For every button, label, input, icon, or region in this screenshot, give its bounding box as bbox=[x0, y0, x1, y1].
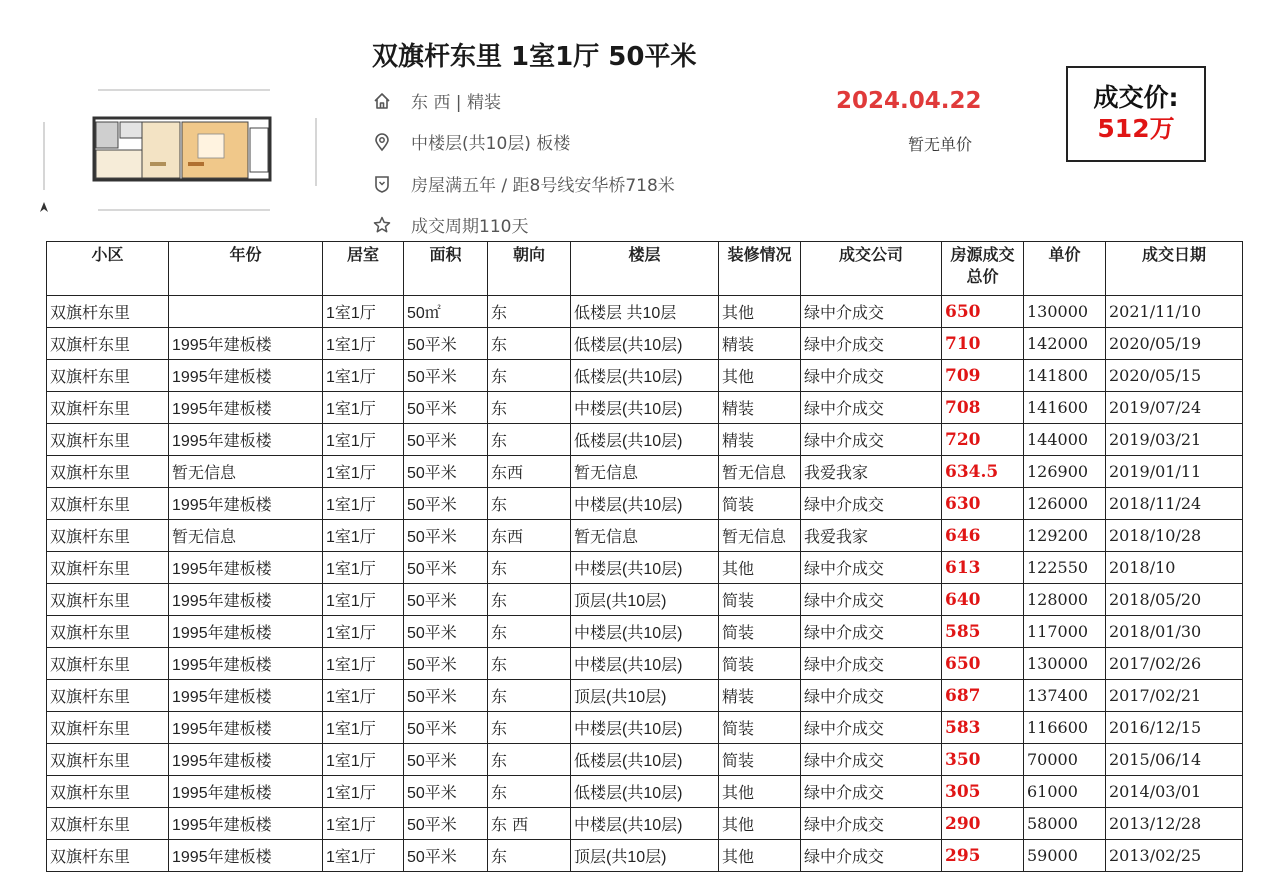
table-cell: 1995年建板楼 bbox=[169, 424, 323, 456]
table-cell: 低楼层 共10层 bbox=[571, 296, 719, 328]
table-cell: 2015/06/14 bbox=[1106, 744, 1243, 776]
table-cell: 暂无信息 bbox=[719, 456, 801, 488]
table-cell: 126000 bbox=[1024, 488, 1106, 520]
table-cell: 50平米 bbox=[404, 840, 488, 872]
table-cell: 130000 bbox=[1024, 648, 1106, 680]
table-cell: 精装 bbox=[719, 328, 801, 360]
table-row bbox=[47, 680, 1243, 712]
table-cell: 1995年建板楼 bbox=[169, 360, 323, 392]
table-cell: 50平米 bbox=[404, 360, 488, 392]
table-cell: 2016/12/15 bbox=[1106, 712, 1243, 744]
table-cell: 50平米 bbox=[404, 680, 488, 712]
table-cell: 顶层(共10层) bbox=[571, 584, 719, 616]
table-cell: 640 bbox=[942, 584, 1024, 616]
home-icon bbox=[372, 91, 392, 111]
location-pin-icon bbox=[372, 132, 392, 152]
table-cell: 双旗杆东里 bbox=[47, 808, 169, 840]
floor-building-text: 中楼层(共10层) 板楼 bbox=[411, 134, 571, 154]
table-cell: 1室1厅 bbox=[323, 648, 404, 680]
shield-tag-icon bbox=[372, 174, 392, 194]
table-cell: 1995年建板楼 bbox=[169, 584, 323, 616]
table-cell: 我爱我家 bbox=[801, 456, 942, 488]
table-cell: 东 bbox=[488, 328, 571, 360]
table-cell: 简装 bbox=[719, 744, 801, 776]
orientation-decor-text: 东 西 | 精装 bbox=[411, 93, 501, 113]
header-cell: 居室 bbox=[323, 242, 404, 296]
table-cell: 585 bbox=[942, 616, 1024, 648]
table-cell: 绿中介成交 bbox=[801, 296, 942, 328]
table-cell: 50平米 bbox=[404, 424, 488, 456]
table-cell: 暂无信息 bbox=[169, 456, 323, 488]
table-row bbox=[47, 424, 1243, 456]
table-cell: 70000 bbox=[1024, 744, 1106, 776]
table-cell: 1室1厅 bbox=[323, 776, 404, 808]
table-row bbox=[47, 520, 1243, 552]
table-cell: 2021/11/10 bbox=[1106, 296, 1243, 328]
transaction-table bbox=[46, 241, 1243, 872]
table-cell: 暂无信息 bbox=[169, 520, 323, 552]
table-cell: 双旗杆东里 bbox=[47, 360, 169, 392]
table-cell: 2019/07/24 bbox=[1106, 392, 1243, 424]
table-cell: 2018/10 bbox=[1106, 552, 1243, 584]
table-cell: 583 bbox=[942, 712, 1024, 744]
table-cell: 其他 bbox=[719, 808, 801, 840]
header-cell: 年份 bbox=[169, 242, 323, 296]
table-cell: 1995年建板楼 bbox=[169, 648, 323, 680]
table-cell: 50平米 bbox=[404, 456, 488, 488]
table-cell: 绿中介成交 bbox=[801, 808, 942, 840]
table-cell: 709 bbox=[942, 360, 1024, 392]
table-cell: 50平米 bbox=[404, 712, 488, 744]
info-floor-row bbox=[372, 129, 570, 154]
table-cell: 50平米 bbox=[404, 488, 488, 520]
table-cell: 1995年建板楼 bbox=[169, 744, 323, 776]
header-cell: 装修情况 bbox=[719, 242, 801, 296]
table-cell: 绿中介成交 bbox=[801, 648, 942, 680]
table-cell: 顶层(共10层) bbox=[571, 680, 719, 712]
table-cell: 50平米 bbox=[404, 328, 488, 360]
table-cell: 2019/01/11 bbox=[1106, 456, 1243, 488]
table-cell: 128000 bbox=[1024, 584, 1106, 616]
table-cell: 其他 bbox=[719, 296, 801, 328]
table-cell: 650 bbox=[942, 648, 1024, 680]
table-cell: 暂无信息 bbox=[571, 456, 719, 488]
table-cell: 绿中介成交 bbox=[801, 392, 942, 424]
table-cell: 东 bbox=[488, 680, 571, 712]
header-cell: 单价 bbox=[1024, 242, 1106, 296]
table-cell: 其他 bbox=[719, 552, 801, 584]
table-cell: 1室1厅 bbox=[323, 808, 404, 840]
table-cell: 绿中介成交 bbox=[801, 360, 942, 392]
table-cell: 东 bbox=[488, 424, 571, 456]
table-cell: 1995年建板楼 bbox=[169, 776, 323, 808]
table-cell: 双旗杆东里 bbox=[47, 520, 169, 552]
table-cell: 中楼层(共10层) bbox=[571, 488, 719, 520]
table-row bbox=[47, 616, 1243, 648]
table-cell: 1室1厅 bbox=[323, 840, 404, 872]
table-row bbox=[47, 552, 1243, 584]
table-cell: 59000 bbox=[1024, 840, 1106, 872]
table-cell: 116600 bbox=[1024, 712, 1106, 744]
table-cell: 1室1厅 bbox=[323, 584, 404, 616]
table-cell: 126900 bbox=[1024, 456, 1106, 488]
table-cell: 精装 bbox=[719, 392, 801, 424]
table-cell: 2020/05/19 bbox=[1106, 328, 1243, 360]
table-cell: 精装 bbox=[719, 424, 801, 456]
table-cell: 低楼层(共10层) bbox=[571, 328, 719, 360]
table-cell: 东 西 bbox=[488, 808, 571, 840]
table-cell: 绿中介成交 bbox=[801, 488, 942, 520]
table-cell: 其他 bbox=[719, 840, 801, 872]
table-row bbox=[47, 712, 1243, 744]
table-cell: 双旗杆东里 bbox=[47, 296, 169, 328]
table-cell: 1995年建板楼 bbox=[169, 328, 323, 360]
table-cell: 双旗杆东里 bbox=[47, 840, 169, 872]
table-row bbox=[47, 456, 1243, 488]
table-cell: 中楼层(共10层) bbox=[571, 616, 719, 648]
table-cell: 双旗杆东里 bbox=[47, 584, 169, 616]
floorplan-image bbox=[38, 78, 328, 218]
table-cell: 137400 bbox=[1024, 680, 1106, 712]
table-cell: 129200 bbox=[1024, 520, 1106, 552]
table-cell: 东 bbox=[488, 360, 571, 392]
table-cell: 630 bbox=[942, 488, 1024, 520]
table-cell: 58000 bbox=[1024, 808, 1106, 840]
table-cell: 绿中介成交 bbox=[801, 328, 942, 360]
table-cell: 50平米 bbox=[404, 648, 488, 680]
table-cell: 613 bbox=[942, 552, 1024, 584]
table-cell: 东 bbox=[488, 488, 571, 520]
table-cell: 绿中介成交 bbox=[801, 744, 942, 776]
unit-price-note: 暂无单价 bbox=[908, 135, 973, 154]
table-cell: 简装 bbox=[719, 648, 801, 680]
table-cell: 简装 bbox=[719, 616, 801, 648]
table-cell: 东 bbox=[488, 744, 571, 776]
table-cell: 双旗杆东里 bbox=[47, 392, 169, 424]
deal-date: 2024.04.22 bbox=[836, 88, 982, 114]
table-row bbox=[47, 360, 1243, 392]
tags-text: 房屋满五年 / 距8号线安华桥718米 bbox=[411, 176, 675, 196]
table-cell: 1995年建板楼 bbox=[169, 552, 323, 584]
table-row bbox=[47, 776, 1243, 808]
table-cell: 东 bbox=[488, 712, 571, 744]
table-cell: 122550 bbox=[1024, 552, 1106, 584]
table-cell: 2018/01/30 bbox=[1106, 616, 1243, 648]
table-cell: 东 bbox=[488, 648, 571, 680]
table-cell: 双旗杆东里 bbox=[47, 648, 169, 680]
table-cell: 1995年建板楼 bbox=[169, 712, 323, 744]
table-cell: 绿中介成交 bbox=[801, 712, 942, 744]
table-cell: 双旗杆东里 bbox=[47, 616, 169, 648]
table-cell: 710 bbox=[942, 328, 1024, 360]
table-cell: 双旗杆东里 bbox=[47, 712, 169, 744]
table-cell: 东 bbox=[488, 840, 571, 872]
header-cell: 房源成交总价 bbox=[942, 242, 1024, 296]
table-cell: 低楼层(共10层) bbox=[571, 744, 719, 776]
table-cell: 1室1厅 bbox=[323, 296, 404, 328]
table-cell: 646 bbox=[942, 520, 1024, 552]
table-row bbox=[47, 296, 1243, 328]
table-cell: 50平米 bbox=[404, 584, 488, 616]
table-cell: 1995年建板楼 bbox=[169, 808, 323, 840]
table-cell: 2020/05/15 bbox=[1106, 360, 1243, 392]
table-cell: 2018/11/24 bbox=[1106, 488, 1243, 520]
table-cell: 低楼层(共10层) bbox=[571, 776, 719, 808]
table-cell: 双旗杆东里 bbox=[47, 744, 169, 776]
table-cell: 东 bbox=[488, 584, 571, 616]
table-cell: 142000 bbox=[1024, 328, 1106, 360]
table-cell: 双旗杆东里 bbox=[47, 424, 169, 456]
table-cell: 双旗杆东里 bbox=[47, 680, 169, 712]
table-cell: 绿中介成交 bbox=[801, 680, 942, 712]
table-cell: 绿中介成交 bbox=[801, 584, 942, 616]
table-cell: 50平米 bbox=[404, 808, 488, 840]
table-cell: 东 bbox=[488, 296, 571, 328]
header-cell: 小区 bbox=[47, 242, 169, 296]
table-cell: 708 bbox=[942, 392, 1024, 424]
table-cell: 暂无信息 bbox=[719, 520, 801, 552]
table-cell: 绿中介成交 bbox=[801, 776, 942, 808]
table-cell: 绿中介成交 bbox=[801, 552, 942, 584]
deal-price-value: 512万 bbox=[1097, 114, 1175, 143]
table-cell: 650 bbox=[942, 296, 1024, 328]
table-cell: 1室1厅 bbox=[323, 744, 404, 776]
table-cell: 2019/03/21 bbox=[1106, 424, 1243, 456]
table-cell: 绿中介成交 bbox=[801, 840, 942, 872]
table-row bbox=[47, 584, 1243, 616]
table-cell: 双旗杆东里 bbox=[47, 552, 169, 584]
table-cell: 1995年建板楼 bbox=[169, 616, 323, 648]
table-cell: 简装 bbox=[719, 712, 801, 744]
table-cell: 中楼层(共10层) bbox=[571, 808, 719, 840]
table-cell: 简装 bbox=[719, 584, 801, 616]
table-cell: 1室1厅 bbox=[323, 520, 404, 552]
table-header-row bbox=[47, 242, 1243, 296]
table-cell: 双旗杆东里 bbox=[47, 328, 169, 360]
table-cell: 117000 bbox=[1024, 616, 1106, 648]
table-cell: 61000 bbox=[1024, 776, 1106, 808]
listing-title: 双旗杆东里 1室1厅 50平米 bbox=[372, 42, 697, 72]
table-cell: 东 bbox=[488, 392, 571, 424]
table-cell: 350 bbox=[942, 744, 1024, 776]
table-cell: 305 bbox=[942, 776, 1024, 808]
table-cell: 其他 bbox=[719, 776, 801, 808]
table-cell: 中楼层(共10层) bbox=[571, 712, 719, 744]
table-cell: 我爱我家 bbox=[801, 520, 942, 552]
table-cell: 绿中介成交 bbox=[801, 616, 942, 648]
table-cell: 2013/02/25 bbox=[1106, 840, 1243, 872]
table-cell: 低楼层(共10层) bbox=[571, 360, 719, 392]
table-cell: 2017/02/21 bbox=[1106, 680, 1243, 712]
header-cell: 成交日期 bbox=[1106, 242, 1243, 296]
star-icon bbox=[372, 215, 392, 235]
table-cell: 低楼层(共10层) bbox=[571, 424, 719, 456]
table-cell: 东西 bbox=[488, 456, 571, 488]
table-cell: 295 bbox=[942, 840, 1024, 872]
table-cell: 1室1厅 bbox=[323, 488, 404, 520]
table-cell: 顶层(共10层) bbox=[571, 840, 719, 872]
table-cell: 1室1厅 bbox=[323, 456, 404, 488]
table-cell: 141600 bbox=[1024, 392, 1106, 424]
table-cell: 东 bbox=[488, 776, 571, 808]
table-cell: 1室1厅 bbox=[323, 328, 404, 360]
header-cell: 楼层 bbox=[571, 242, 719, 296]
table-cell: 720 bbox=[942, 424, 1024, 456]
table-cell: 1室1厅 bbox=[323, 552, 404, 584]
table-cell: 1室1厅 bbox=[323, 712, 404, 744]
header-cell: 成交公司 bbox=[801, 242, 942, 296]
table-cell: 290 bbox=[942, 808, 1024, 840]
table-cell: 141800 bbox=[1024, 360, 1106, 392]
table-cell: 1室1厅 bbox=[323, 616, 404, 648]
table-row bbox=[47, 744, 1243, 776]
cycle-text: 成交周期110天 bbox=[411, 217, 529, 237]
table-cell: 1室1厅 bbox=[323, 424, 404, 456]
table-row bbox=[47, 488, 1243, 520]
table-cell: 东 bbox=[488, 616, 571, 648]
table-cell: 中楼层(共10层) bbox=[571, 648, 719, 680]
table-cell: 634.5 bbox=[942, 456, 1024, 488]
table-cell: 1995年建板楼 bbox=[169, 840, 323, 872]
table-cell: 50㎡ bbox=[404, 296, 488, 328]
table-cell: 50平米 bbox=[404, 520, 488, 552]
table-body bbox=[47, 296, 1243, 872]
table-cell: 双旗杆东里 bbox=[47, 456, 169, 488]
table-cell: 东 bbox=[488, 552, 571, 584]
table-cell: 2018/10/28 bbox=[1106, 520, 1243, 552]
table-cell bbox=[169, 296, 323, 328]
table-cell: 2013/12/28 bbox=[1106, 808, 1243, 840]
table-cell: 其他 bbox=[719, 360, 801, 392]
table-cell: 1995年建板楼 bbox=[169, 680, 323, 712]
info-cycle-row bbox=[372, 212, 528, 237]
table-cell: 双旗杆东里 bbox=[47, 488, 169, 520]
table-row bbox=[47, 648, 1243, 680]
info-tags-row bbox=[372, 171, 675, 196]
table-cell: 中楼层(共10层) bbox=[571, 552, 719, 584]
table-cell: 50平米 bbox=[404, 776, 488, 808]
header-cell: 朝向 bbox=[488, 242, 571, 296]
table-cell: 精装 bbox=[719, 680, 801, 712]
table-cell: 144000 bbox=[1024, 424, 1106, 456]
table-cell: 2018/05/20 bbox=[1106, 584, 1243, 616]
table-row bbox=[47, 392, 1243, 424]
table-cell: 50平米 bbox=[404, 392, 488, 424]
table-cell: 687 bbox=[942, 680, 1024, 712]
table-cell: 130000 bbox=[1024, 296, 1106, 328]
table-cell: 1室1厅 bbox=[323, 392, 404, 424]
table-cell: 双旗杆东里 bbox=[47, 776, 169, 808]
info-orientation-row bbox=[372, 88, 501, 113]
table-row bbox=[47, 840, 1243, 872]
table-cell: 50平米 bbox=[404, 552, 488, 584]
table-cell: 暂无信息 bbox=[571, 520, 719, 552]
table-row bbox=[47, 808, 1243, 840]
table-row bbox=[47, 328, 1243, 360]
table-cell: 2017/02/26 bbox=[1106, 648, 1243, 680]
table-cell: 2014/03/01 bbox=[1106, 776, 1243, 808]
table-cell: 简装 bbox=[719, 488, 801, 520]
header-cell: 面积 bbox=[404, 242, 488, 296]
table-cell: 1室1厅 bbox=[323, 680, 404, 712]
table-cell: 1室1厅 bbox=[323, 360, 404, 392]
table-cell: 50平米 bbox=[404, 744, 488, 776]
table-cell: 1995年建板楼 bbox=[169, 488, 323, 520]
table-cell: 50平米 bbox=[404, 616, 488, 648]
table-cell: 东西 bbox=[488, 520, 571, 552]
deal-price-label: 成交价: bbox=[1093, 83, 1179, 112]
table-cell: 绿中介成交 bbox=[801, 424, 942, 456]
table-cell: 中楼层(共10层) bbox=[571, 392, 719, 424]
deal-price-box bbox=[1066, 66, 1206, 162]
table-cell: 1995年建板楼 bbox=[169, 392, 323, 424]
